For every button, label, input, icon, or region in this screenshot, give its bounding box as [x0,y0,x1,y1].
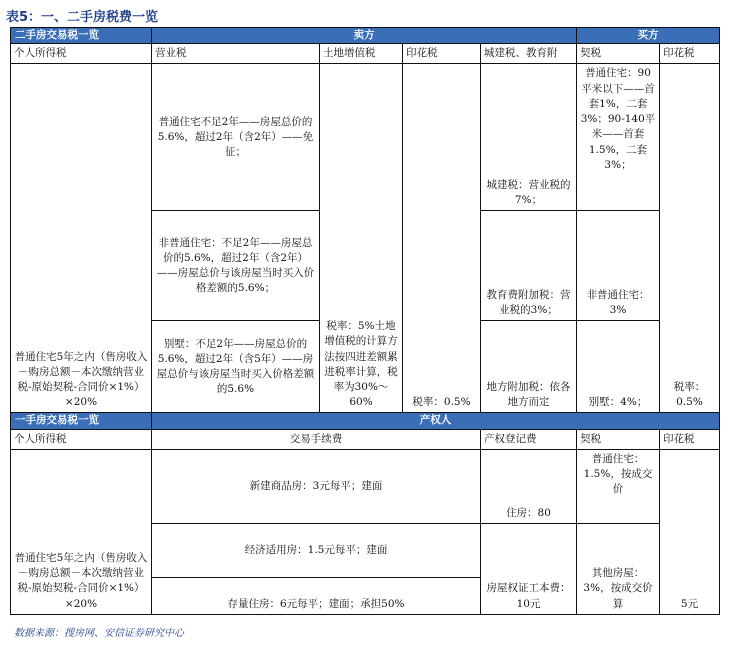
local-tax-cell: 地方附加税：依各地方而定 [481,321,577,413]
deed-tax-villa: 别墅：4%； [577,321,660,413]
income-tax-cell: 普通住宅5年之内（售房收入－购房总额－本次缴纳营业税-原始契税-合同价×1%）×20% [11,64,152,413]
col-stamp-seller: 印花税 [403,44,481,64]
buyer-header: 买方 [577,28,720,44]
fh-col-registration: 产权登记费 [481,429,577,449]
col-business-tax: 营业税 [152,44,320,64]
deed-tax-nonordinary: 非普通住宅：3% [577,211,660,321]
business-tax-ordinary: 普通住宅不足2年——房屋总价的5.6%，超过2年（含2年）——免征； [152,64,320,211]
fh-col-income-tax: 个人所得税 [11,429,152,449]
seller-header: 卖方 [152,28,577,44]
education-tax-cell: 教育费附加税：营业税的3%； [481,211,577,321]
fh-deed-ordinary: 普通住宅：1.5%，按成交价 [577,449,660,523]
first-hand-header: 一手房交易税一览 [11,413,152,429]
col-land-vat: 土地增值税 [320,44,403,64]
registration-housing: 住房：80 [481,449,577,523]
business-tax-nonordinary: 非普通住宅：不足2年——房屋总价的5.6%，超过2年（含2年）——房屋总价与该房屋当时买入价格差额的5.6%； [152,211,320,321]
fee-existing: 存量住房：6元每平；建面；承担50% [152,577,481,614]
deed-tax-ordinary: 普通住宅：90平米以下——首套1%，二套3%；90-140平米——首套1.5%，二套3%； [577,64,660,211]
stamp-buyer-cell: 税率：0.5% [660,64,720,413]
col-stamp-buyer: 印花税 [660,44,720,64]
col-deed-tax: 契税 [577,44,660,64]
owner-header: 产权人 [152,413,720,429]
fh-col-fees: 交易手续费 [152,429,481,449]
fh-col-stamp: 印花税 [660,429,720,449]
fh-col-deed-tax: 契税 [577,429,660,449]
fee-new-commodity: 新建商品房：3元每平；建面 [152,449,481,523]
table-title: 表5：一、二手房税费一览 [6,10,159,25]
registration-cert-fee: 房屋权证工本费：10元 [481,523,577,614]
land-vat-cell: 税率：5%土地增值税的计算方法按四进差额累进税率计算，税率为30%～60% [320,64,403,413]
city-tax-cell: 城建税：营业税的7%； [481,64,577,211]
col-income-tax: 个人所得税 [11,44,152,64]
fee-affordable: 经济适用房：1.5元每平；建面 [152,523,481,577]
tax-table [10,27,720,615]
fh-income-tax-cell: 普通住宅5年之内（售房收入－购房总额－本次缴纳营业税-原始契税-合同价×1%）×20% [11,449,152,614]
source-note: 数据来源：搜房网、安信证券研究中心 [14,628,184,639]
fh-stamp-cell: 5元 [660,449,720,614]
second-hand-header: 二手房交易税一览 [11,28,152,44]
business-tax-villa: 别墅：不足2年——房屋总价的5.6%，超过2年（含5年）——房屋总价与该房屋当时买入价格差额的5.6% [152,321,320,413]
fh-deed-other: 其他房屋：3%，按成交价算 [577,523,660,614]
stamp-seller-cell: 税率：0.5% [403,64,481,413]
col-city-tax: 城建税、教育附 [481,44,577,64]
